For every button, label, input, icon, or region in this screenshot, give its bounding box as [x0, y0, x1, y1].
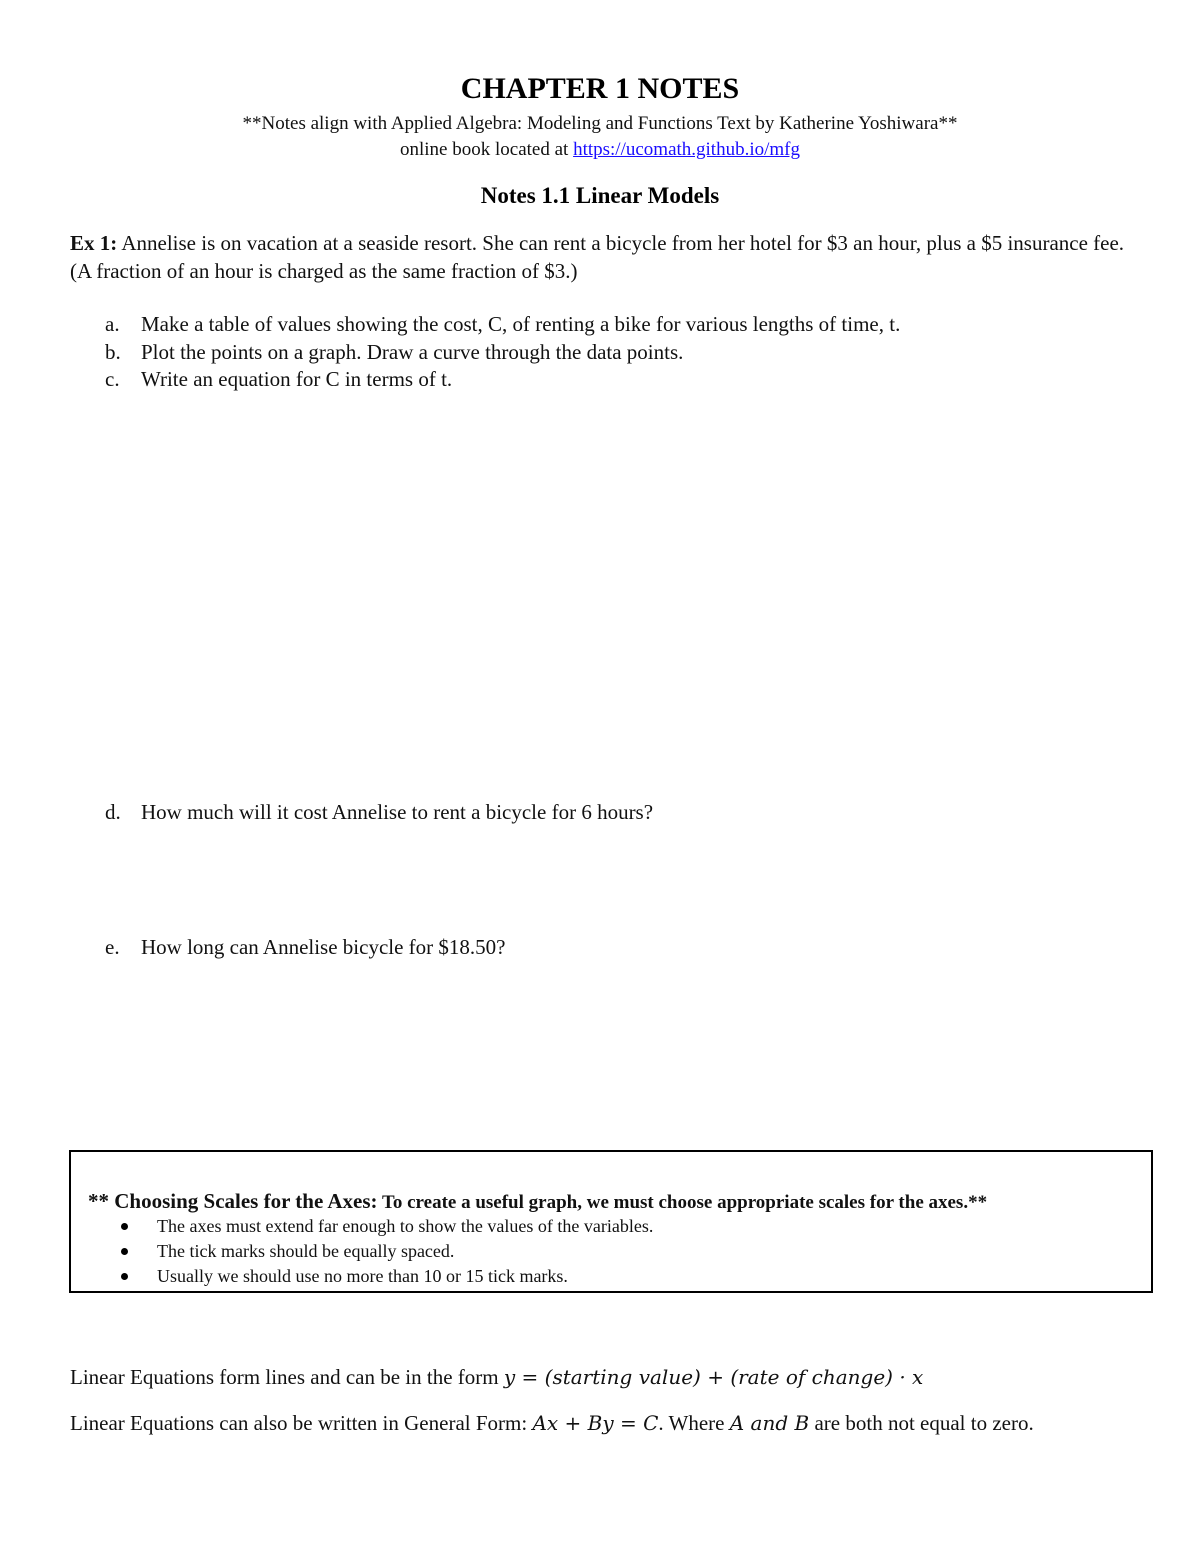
callout-rest: To create a useful graph, we must choose appropriate scales for the axes.** — [377, 1192, 988, 1213]
general-form-coefficients: A and B — [729, 1411, 810, 1435]
callout-heading — [88, 1189, 987, 1214]
item-text: How long can Annelise bicycle for $18.50? — [141, 935, 506, 959]
bullet-icon — [121, 1223, 128, 1230]
item-letter: e. — [105, 935, 120, 959]
scales-callout-box — [69, 1150, 1153, 1293]
general-form-text: Linear Equations can also be written in General Form: — [70, 1411, 533, 1435]
callout-bullets — [119, 1214, 653, 1289]
general-form-equation: Ax + By = C — [532, 1411, 659, 1435]
example-label: Ex 1: — [70, 231, 118, 255]
general-form-line — [70, 1409, 1130, 1437]
example-1 — [70, 229, 1145, 285]
linear-form-line — [70, 1363, 923, 1391]
general-form-end: are both not equal to zero. — [809, 1411, 1034, 1435]
item-letter: a. — [105, 312, 120, 336]
book-link[interactable]: https://ucomath.github.io/mfg — [573, 139, 800, 160]
item-letter: b. — [105, 340, 121, 364]
subtitle: **Notes align with Applied Algebra: Modeling and Functions Text by Katherine Yoshiwara** — [242, 113, 958, 134]
bullet-icon — [121, 1248, 128, 1255]
item-text: How much will it cost Annelise to rent a bicycle for 6 hours? — [141, 800, 654, 824]
book-prefix: online book located at — [400, 139, 574, 160]
bullet-item — [119, 1214, 653, 1239]
book-location — [0, 139, 1200, 161]
item-text: Write an equation for C in terms of t. — [141, 367, 453, 391]
item-letter: d. — [105, 800, 121, 824]
item-text: Make a table of values showing the cost, C, of renting a bike for various lengths of time, t. — [141, 312, 901, 336]
section-title: Notes 1.1 Linear Models — [480, 183, 720, 208]
bullet-text: The axes must extend far enough to show the values of the variables. — [157, 1216, 654, 1236]
item-text: Plot the points on a graph. Draw a curve through the data points. — [141, 340, 684, 364]
bullet-text: Usually we should use no more than 10 or 15 tick marks. — [157, 1266, 568, 1286]
bullet-item — [119, 1264, 653, 1289]
callout-lead: ** Choosing Scales for the Axes: — [88, 1189, 378, 1213]
bullet-item — [119, 1239, 653, 1264]
page-title: CHAPTER 1 NOTES — [460, 72, 740, 105]
linear-form-equation: y = (starting value) + (rate of change) · x — [503, 1365, 924, 1389]
item-letter: c. — [105, 367, 120, 391]
general-form-mid: . Where — [658, 1411, 730, 1435]
linear-form-text: Linear Equations form lines and can be in the form — [70, 1365, 504, 1389]
bullet-icon — [121, 1273, 128, 1280]
example-text: Annelise is on vacation at a seaside resort. She can rent a bicycle from her hotel for $3 an hour, plus a $5 insurance fee. (A fraction of an hour is charged as the same fraction of $3.) — [70, 231, 1125, 283]
bullet-text: The tick marks should be equally spaced. — [157, 1241, 455, 1261]
